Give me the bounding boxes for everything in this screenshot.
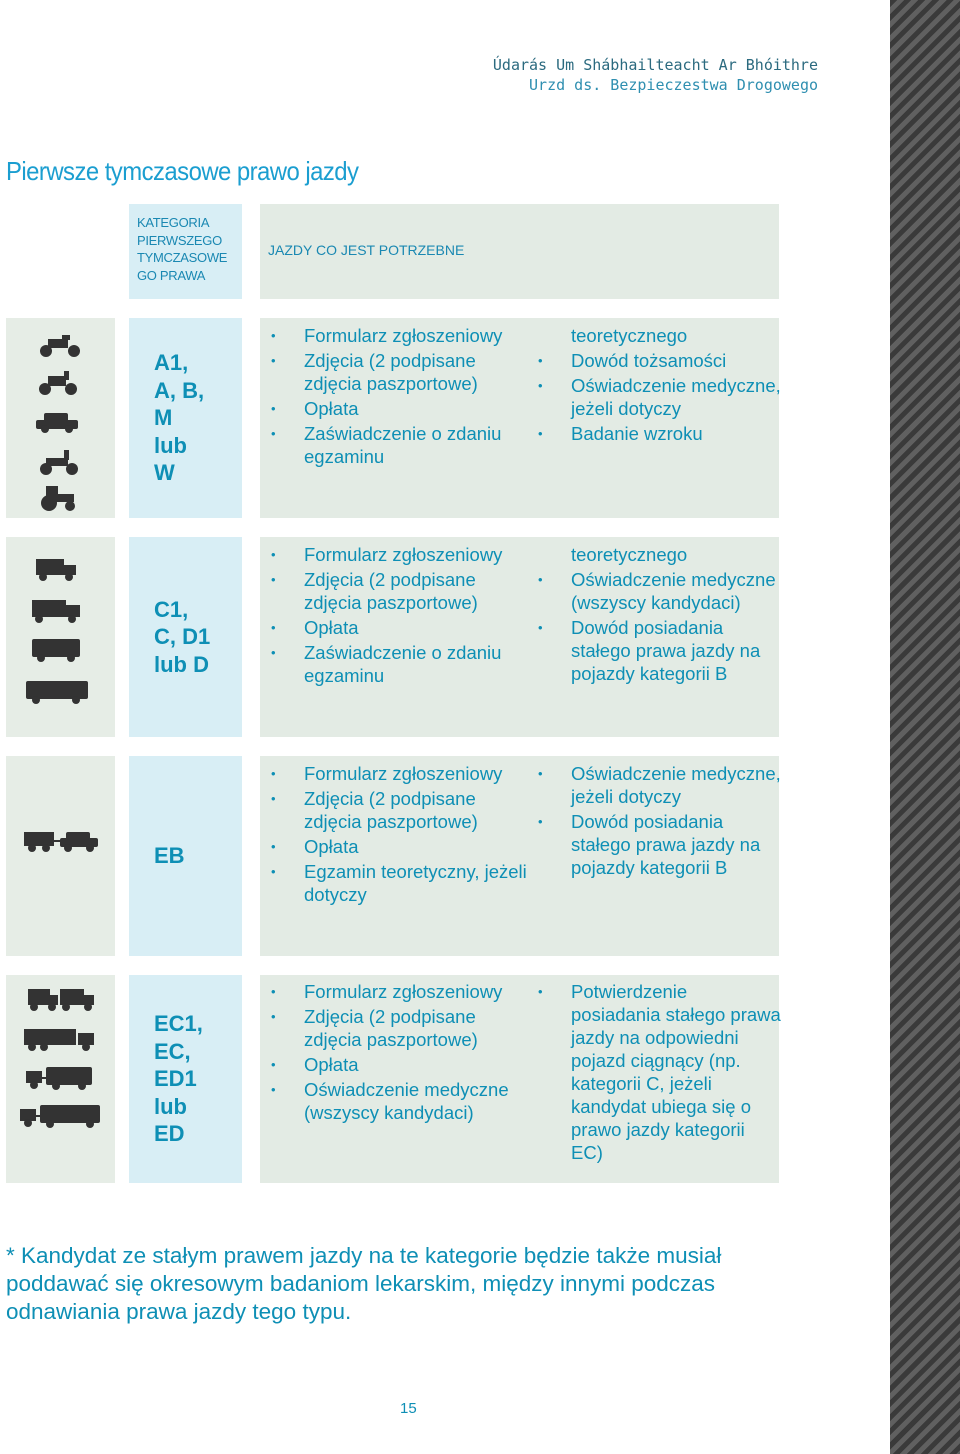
requirement-item: • Dowód posiadania stałego prawa jazdy na pojazdy kategorii B	[571, 810, 781, 879]
tractor-icon	[40, 484, 76, 512]
requirement-item: • Zdjęcia (2 podpisane zdjęcia paszportowe)	[304, 349, 534, 395]
bus-icon	[26, 681, 88, 705]
row-e-category	[129, 975, 242, 1183]
requirement-item-continued: teoretycznego	[571, 325, 688, 346]
header-category	[129, 204, 242, 299]
decorative-stripe	[890, 0, 960, 1454]
requirement-item: • Formularz zgłoszeniowy	[304, 324, 534, 347]
category-code: A1,	[154, 350, 189, 376]
footnote: * Kandydat ze stałym prawem jazdy na te kategorie będzie także musiał poddawać się okresowym badaniom lekarskim, między innymi podczas odnawiania prawa jazdy tego typu.	[6, 1243, 722, 1324]
header-requirements: JAZDY CO JEST POTRZEBNE	[260, 204, 779, 299]
category-code: C, D1	[154, 624, 211, 650]
category-code: lub D	[154, 651, 209, 677]
row-eb-requirements	[260, 756, 779, 956]
requirement-item: • Oświadczenie medyczne, jeżeli dotyczy	[571, 374, 781, 420]
category-code: M	[154, 405, 173, 431]
row-eb-category	[129, 756, 242, 956]
requirement-item-continued: teoretycznego	[571, 544, 688, 565]
requirement-item: • Dowód tożsamości	[571, 349, 781, 372]
requirement-item: • Opłata	[304, 835, 534, 858]
row-e-requirements	[260, 975, 779, 1183]
category-code: C1,	[154, 596, 189, 622]
articulated-truck-icon	[24, 1027, 94, 1053]
row-a-category	[129, 318, 242, 518]
car-with-trailer-icon	[24, 830, 98, 854]
requirement-item: • Zaświadczenie o zdaniu egzaminu	[304, 422, 534, 468]
minibus-with-trailer-icon	[26, 1067, 92, 1091]
requirements-list-left	[304, 980, 534, 1126]
requirement-item: • Egzamin teoretyczny, jeżeli dotyczy	[304, 860, 534, 906]
requirement-item: • Zdjęcia (2 podpisane zdjęcia paszportowe)	[304, 787, 534, 833]
header-category-line: PIERWSZEGO	[137, 232, 222, 248]
page-title: Pierwsze tymczasowe prawo jazdy	[6, 156, 359, 186]
requirement-item: • Oświadczenie medyczne (wszyscy kandydaci)	[571, 568, 781, 614]
requirements-list-left	[304, 543, 534, 689]
row-c-category	[129, 537, 242, 737]
requirement-item: • Oświadczenie medyczne (wszyscy kandydaci)	[304, 1078, 534, 1124]
header-category-line: GO PRAWA	[137, 267, 206, 283]
category-code: ED	[154, 1121, 185, 1147]
category-code: ED1	[154, 1066, 197, 1092]
requirements-list-left	[304, 324, 534, 470]
requirement-item: • Zdjęcia (2 podpisane zdjęcia paszportowe)	[304, 1005, 534, 1051]
requirement-item: • Formularz zgłoszeniowy	[304, 762, 534, 785]
minibus-icon	[32, 639, 80, 663]
requirements-list-left	[304, 762, 534, 908]
requirement-item: • Oświadczenie medyczne, jeżeli dotyczy	[571, 762, 781, 808]
row-a-icons	[6, 318, 115, 518]
category-code: lub	[154, 1093, 187, 1119]
scooter-icon	[40, 448, 78, 476]
requirements-list-right	[571, 543, 781, 687]
row-c-requirements	[260, 537, 779, 737]
requirement-item: • Potwierdzenie posiadania stałego prawa jazdy na odpowiedni pojazd ciągnący (np. kategorii C, jeżeli kandydat ubiega się o prawo jazdy kategorii EC)	[571, 980, 781, 1164]
category-code: W	[154, 460, 175, 486]
requirement-item: • Zdjęcia (2 podpisane zdjęcia paszportowe)	[304, 568, 534, 614]
category-code: EC1,	[154, 1011, 203, 1037]
requirement-item: • Formularz zgłoszeniowy	[304, 980, 534, 1003]
requirement-item: • Badanie wzroku	[571, 422, 781, 445]
header-category-line: KATEGORIA	[137, 215, 210, 230]
requirements-list-right	[571, 762, 781, 881]
requirement-item: • Opłata	[304, 616, 534, 639]
car-icon	[36, 412, 78, 434]
requirement-item: • Opłata	[304, 397, 534, 420]
moped-icon	[38, 370, 78, 396]
requirements-list-right	[571, 980, 781, 1166]
requirement-item: • Formularz zgłoszeniowy	[304, 543, 534, 566]
row-e-icons	[6, 975, 115, 1183]
bus-with-trailer-icon	[20, 1105, 100, 1129]
small-truck-icon	[36, 557, 76, 583]
motorcycle-icon	[38, 332, 82, 358]
category-code: EC,	[154, 1038, 191, 1064]
row-a-requirements	[260, 318, 779, 518]
category-code: A, B,	[154, 377, 205, 403]
org-name-irish: Údarás Um Shábhailteacht Ar Bhóithre	[492, 56, 818, 74]
requirement-item: • Dowód posiadania stałego prawa jazdy na pojazdy kategorii B	[571, 616, 781, 685]
row-eb-icons	[6, 756, 115, 956]
header-category-line: TYMCZASOWE	[137, 250, 228, 265]
category-code: EB	[154, 843, 185, 869]
truck-with-trailer-icon	[28, 987, 94, 1013]
category-code: lub	[154, 432, 187, 458]
requirement-item: • Opłata	[304, 1053, 534, 1076]
row-c-icons	[6, 537, 115, 737]
truck-icon	[32, 599, 80, 625]
requirements-list-right	[571, 324, 781, 447]
requirement-item: • Zaświadczenie o zdaniu egzaminu	[304, 641, 534, 687]
org-name-polish: Urzd ds. Bezpieczestwa Drogowego	[529, 76, 818, 94]
page-number: 15	[400, 1400, 417, 1417]
